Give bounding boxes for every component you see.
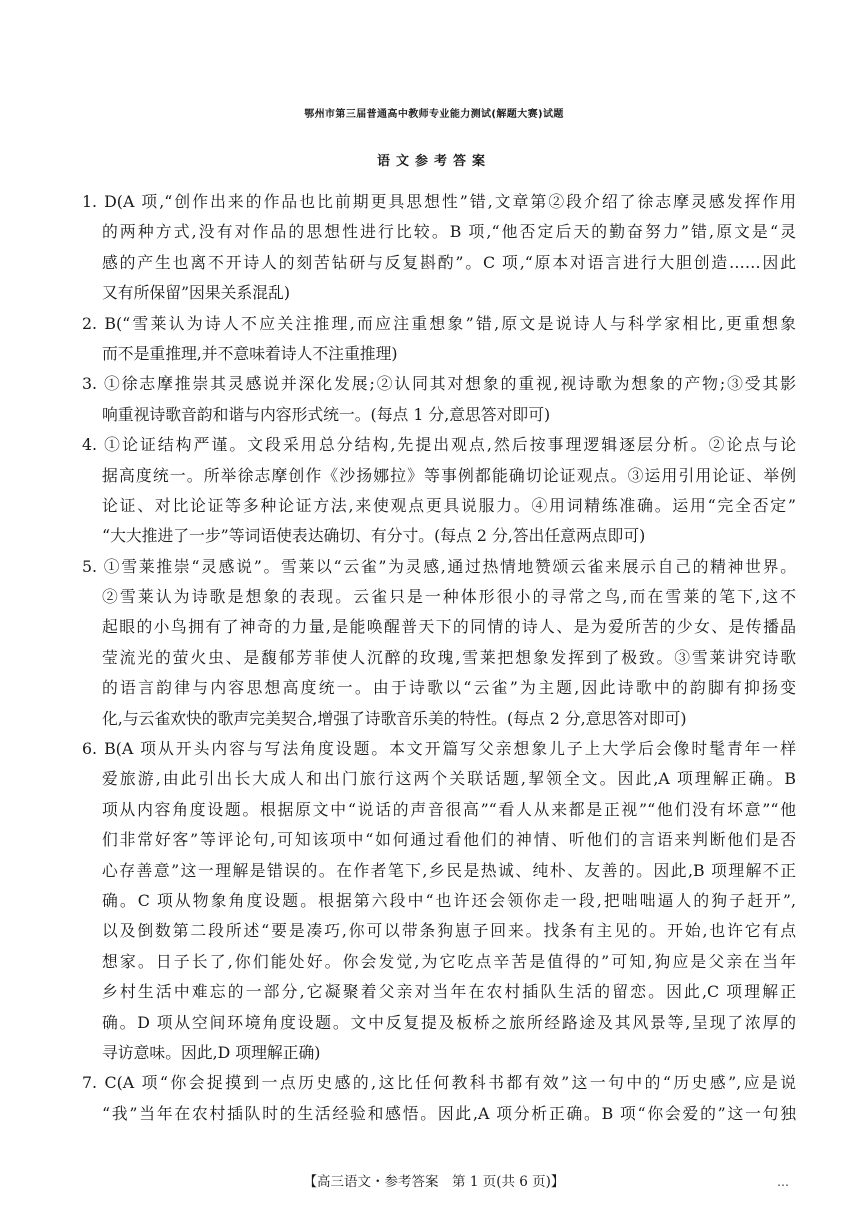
answer-item-q3 <box>82 369 796 430</box>
answer-first-line: 2. B(“雪莱认为诗人不应关注推理,而应注重想象”错,原文是说诗人与科学家相比,更重想象 <box>82 313 796 333</box>
answer-line: 以及倒数第二段所述“要是凑巧,你可以带条狗崽子回来。找条有主见的。开始,也许它有点 <box>102 921 796 941</box>
answer-item-q7 <box>82 1068 796 1129</box>
answer-line: 们非常好客”等评论句,可知该项中“如何通过看他们的神情、听他们的言语来判断他们是否 <box>102 830 796 850</box>
answer-line: 爱旅游,由此引出长大成人和出门旅行这两个关联话题,挈领全文。因此,A 项理解正确。B <box>102 769 796 789</box>
answer-line: “我”当年在农村插队时的生活经验和感悟。因此,A 项分析正确。B 项“你会爱的”这一句独 <box>102 1103 796 1123</box>
document-title: 鄂州市第三届普通高中教师专业能力测试(解题大赛)试题 <box>304 109 564 120</box>
answer-line: 心存善意”这一理解是错误的。在作者笔下,乡民是热诚、纯朴、友善的。因此,B 项理解不正 <box>102 860 796 880</box>
answer-item-q2 <box>82 309 796 370</box>
answer-line: 寻访意味。因此,D 项理解正确) <box>102 1042 321 1062</box>
answer-line: 的语言韵律与内容思想高度统一。由于诗歌以“云雀”为主题,因此诗歌中的韵脚有抑扬变 <box>102 678 796 698</box>
answer-line: 莹流光的萤火虫、是馥郁芳菲使人沉醉的玫瑰,雪莱把想象发挥到了极致。③雪莱讲究诗歌 <box>102 647 796 667</box>
answer-first-line: 5. ①雪莱推崇“灵感说”。雪莱以“云雀”为灵感,通过热情地赞颂云雀来展示自己的精神世界。 <box>82 556 796 576</box>
answer-line: 感的产生也离不开诗人的刻苦钻研与反复斟酌”。C 项,“原本对语言进行大胆创造……因此 <box>102 252 796 272</box>
answer-line: 又有所保留”因果关系混乱) <box>102 283 291 303</box>
answer-line: 确。D 项从空间环境角度设题。文中反复提及板桥之旅所经路途及其风景等,呈现了浓厚的 <box>102 1012 796 1032</box>
answer-item-q5 <box>82 552 796 734</box>
answer-line: 起眼的小鸟拥有了神奇的力量,是能唤醒普天下的同情的诗人、是为爱所苦的少女、是传播晶 <box>102 617 796 637</box>
answer-first-line: 1. D(A 项,“创作出来的作品也比前期更具思想性”错,文章第②段介绍了徐志摩灵感发挥作用 <box>82 192 796 211</box>
footer-ellipsis: … <box>777 1175 789 1189</box>
answer-line: 化,与云雀欢快的歌声完美契合,增强了诗歌音乐美的特性。(每点 2 分,意思答对即可) <box>102 708 687 728</box>
answer-first-line: 6. B(A 项从开头内容与写法角度设题。本文开篇写父亲想象儿子上大学后会像时髦青年一样 <box>82 739 796 759</box>
answer-item-q1 <box>82 187 796 309</box>
answer-line: 响重视诗歌音韵和谐与内容形式统一。(每点 1 分,意思答对即可) <box>102 404 551 424</box>
answer-item-q6 <box>82 734 796 1068</box>
answer-line: 据高度统一。所举徐志摩创作《沙扬娜拉》等事例都能确切论证观点。③运用引用论证、举例 <box>102 465 796 485</box>
answer-list <box>82 187 796 1129</box>
answer-line: ②雪莱认为诗歌是想象的表现。云雀只是一种体形很小的寻常之鸟,而在雪莱的笔下,这不 <box>102 587 796 607</box>
answer-line: 项从内容角度设题。根据原文中“说话的声音很高”“看人从来都是正视”“他们没有坏意”“他 <box>102 799 796 819</box>
answer-first-line: 7. C(A 项“你会捉摸到一点历史感的,这比任何教科书都有效”这一句中的“历史感”,应是说 <box>82 1073 796 1093</box>
answer-line: 确。C 项从物象角度设题。根据第六段中“也许还会领你走一段,把咄咄逼人的狗子赶开”, <box>102 890 796 910</box>
document-subtitle: 语文参考答案 <box>376 154 491 169</box>
page-footer: 【高三语文・参考答案 第 1 页(共 6 页)】 <box>303 1174 565 1190</box>
answer-first-line: 4. ①论证结构严谨。文段采用总分结构,先提出观点,然后按事理逻辑逐层分析。②论点与论 <box>82 435 796 455</box>
answer-line: 而不是重推理,并不意味着诗人不注重推理) <box>102 343 398 363</box>
answer-line: 乡村生活中难忘的一部分,它凝聚着父亲对当年在农村插队生活的留恋。因此,C 项理解正 <box>102 982 796 1002</box>
answer-first-line: 3. ①徐志摩推崇其灵感说并深化发展;②认同其对想象的重视,视诗歌为想象的产物;③受其影 <box>82 374 796 394</box>
answer-item-q4 <box>82 430 796 552</box>
answer-line: “大大推进了一步”等词语使表达确切、有分寸。(每点 2 分,答出任意两点即可) <box>102 526 646 546</box>
answer-line: 的两种方式,没有对作品的思想性进行比较。B 项,“他否定后天的勤奋努力”错,原文是“灵 <box>102 222 796 242</box>
answer-line: 想家。日子长了,你们能处好。你会发觉,为它吃点辛苦是值得的”可知,狗应是父亲在当年 <box>102 951 796 971</box>
answer-line: 论证、对比论证等多种论证方法,来使观点更具说服力。④用词精练准确。运用“完全否定” <box>102 495 796 515</box>
